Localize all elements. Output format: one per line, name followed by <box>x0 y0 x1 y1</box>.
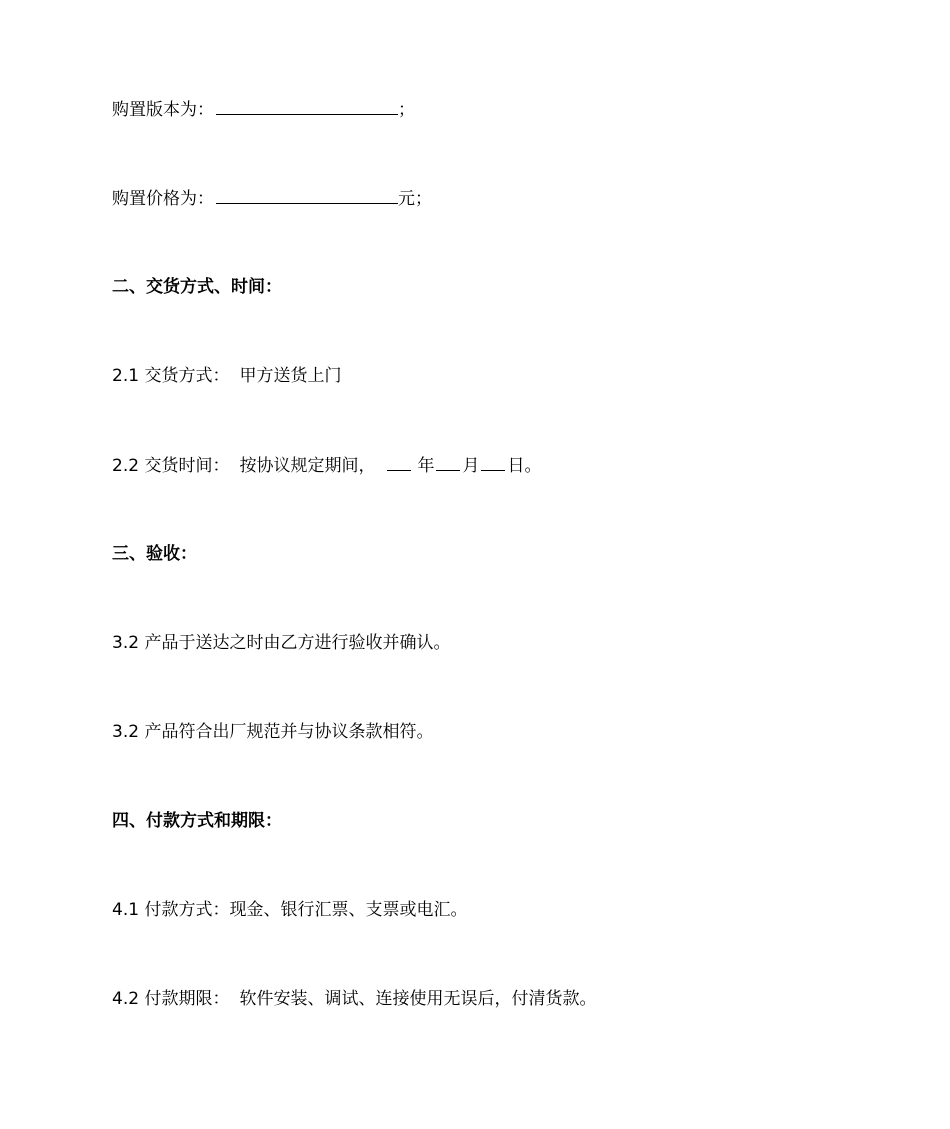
price-label: 购置价格为： <box>112 189 214 209</box>
version-blank <box>216 98 398 115</box>
item-3-2a: 3.2 产品于送达之时由乙方进行验收并确认。 <box>112 633 451 653</box>
day-blank <box>481 454 505 471</box>
item-4-1: 4.1 付款方式：现金、银行汇票、支票或电汇。 <box>112 900 468 920</box>
item-4-2-value: 软件安装、调试、连接使用无误后，付清货款。 <box>239 989 597 1009</box>
item-2-1 <box>112 365 341 387</box>
year-blank <box>387 454 411 471</box>
month-text: 月 <box>462 456 480 476</box>
price-line <box>112 187 432 210</box>
item-4-2 <box>112 988 596 1010</box>
item-2-2 <box>112 454 541 477</box>
version-label: 购置版本为： <box>112 100 214 120</box>
item-3-2b: 3.2 产品符合出厂规范并与协议条款相符。 <box>112 722 434 742</box>
item-2-1-label: 2.1 交货方式： <box>112 366 230 386</box>
item-2-2-value: 按协议规定期间， <box>239 456 376 476</box>
item-2-1-value: 甲方送货上门 <box>239 366 342 386</box>
price-blank <box>216 187 398 204</box>
item-2-2-label: 2.2 交货时间： <box>112 456 230 476</box>
year-text: 年 <box>417 456 435 476</box>
month-blank <box>436 454 460 471</box>
section-2-heading: 二、交货方式、时间： <box>112 277 282 297</box>
day-text: 日。 <box>507 456 542 476</box>
section-4-heading: 四、付款方式和期限： <box>112 811 282 831</box>
item-4-2-label: 4.2 付款期限： <box>112 989 230 1009</box>
section-3-heading: 三、验收： <box>112 544 197 564</box>
version-suffix: ； <box>398 100 415 120</box>
version-line <box>112 98 415 121</box>
price-suffix: 元； <box>398 189 432 209</box>
